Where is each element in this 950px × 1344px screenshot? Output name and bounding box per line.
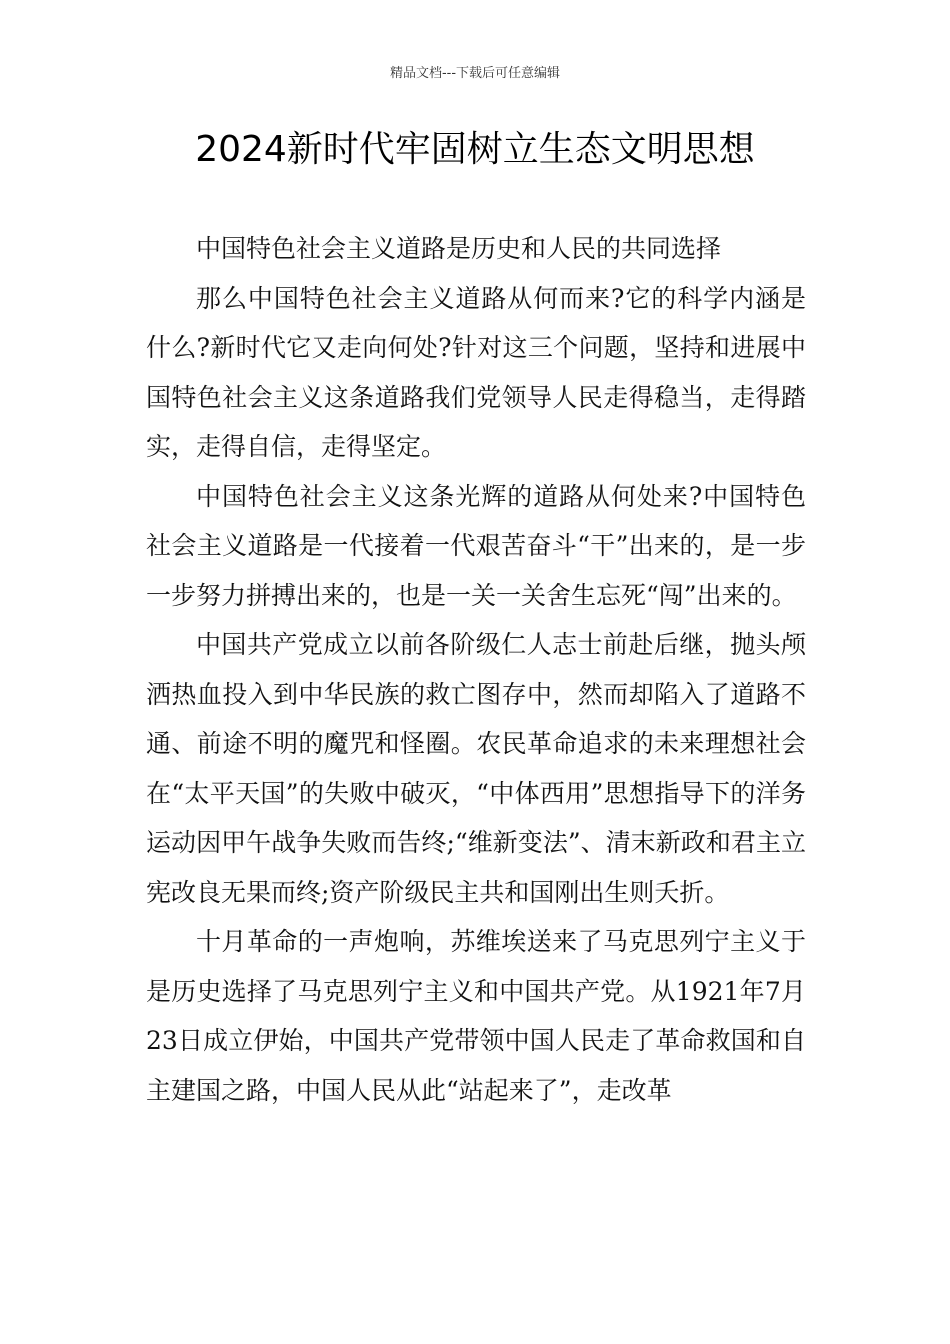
header-note: 精品文档---下载后可任意编辑 (389, 66, 561, 81)
paragraph-1: 中国特色社会主义道路是历史和人民的共同选择 (196, 234, 722, 263)
document-title: 2024新时代牢固树立生态文明思想 (195, 129, 755, 170)
paragraph-4: 中国共产党成立以前各阶级仁人志士前赴后继，抛头颅洒热血投入到中华民族的救亡图存中，然而却陷入了道路不通、前途不明的魔咒和怪圈。农民革命追求的未来理想社会在“太平天国”的失败中破灭，“中体西用”思想指导下的洋务运动因甲午战争失败而告终;“维新变法”、清末新政和君主立宪改良无果而终;资产阶级民主共和国刚出生则夭折。 (146, 630, 806, 907)
paragraph-3: 中国特色社会主义这条光辉的道路从何处来?中国特色社会主义道路是一代接着一代艰苦奋斗“干”出来的，是一步一步努力拼搏出来的，也是一关一关舍生忘死“闯”出来的。 (146, 481, 806, 610)
paragraph-5: 十月革命的一声炮响，苏维埃送来了马克思列宁主义于是历史选择了马克思列宁主义和中国共产党。从1921年7月23日成立伊始，中国共产党带领中国人民走了革命救国和自主建国之路，中国人民从此“站起来了”，走改革 (146, 927, 806, 1105)
document-body (146, 224, 806, 1115)
paragraph-2: 那么中国特色社会主义道路从何而来?它的科学内涵是什么?新时代它又走向何处?针对这三个问题，坚持和进展中国特色社会主义这条道路我们党领导人民走得稳当，走得踏实，走得自信，走得坚定。 (146, 283, 806, 461)
